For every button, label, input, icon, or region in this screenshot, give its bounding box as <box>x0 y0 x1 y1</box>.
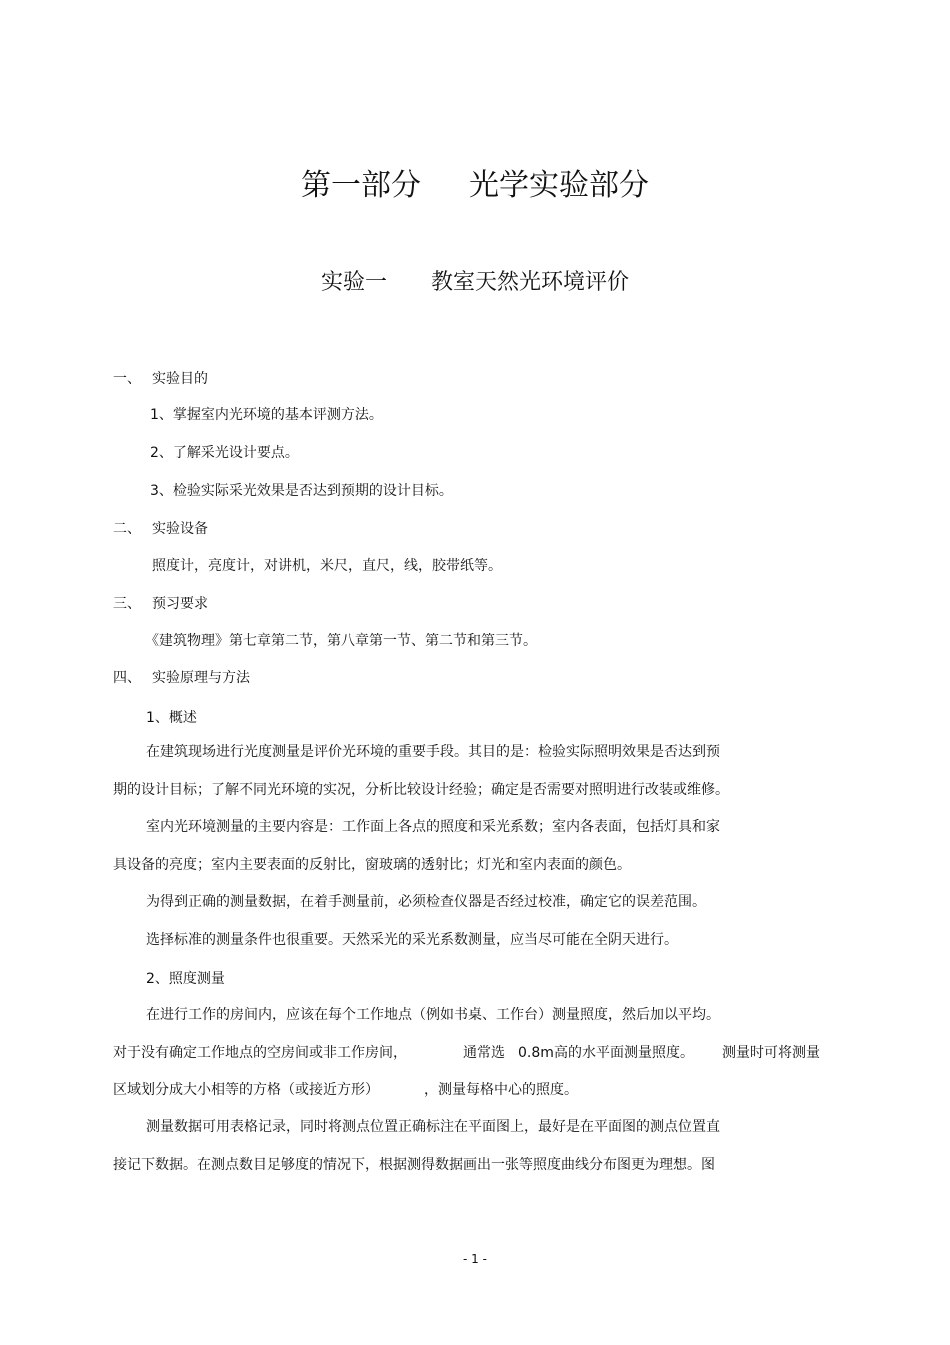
experiment-name: 教室天然光环境评价 <box>431 270 630 295</box>
subsection-overview: 1、概述 <box>146 710 197 726</box>
section-4-heading: 实验原理与方法 <box>152 670 250 686</box>
paragraph-3: 为得到正确的测量数据，在着手测量前，必须检查仪器是否经过校准，确定它的误差范围。 <box>146 894 706 910</box>
paragraph-5-line-3a: 区域划分成大小相等的方格（或接近方形） <box>113 1082 379 1098</box>
paragraph-5-line-3b: ，测量每格中心的照度。 <box>424 1082 578 1098</box>
paragraph-5-line-1: 在进行工作的房间内，应该在每个工作地点（例如书桌、工作台）测量照度，然后加以平均。 <box>146 1007 720 1023</box>
paragraph-2-line-1: 室内光环境测量的主要内容是：工作面上各点的照度和采光系数；室内各表面，包括灯具和家 <box>146 819 720 835</box>
part-name: 光学实验部分 <box>469 168 649 203</box>
section-2-heading: 实验设备 <box>152 521 208 537</box>
paragraph-5-line-2e: 测量时可将测量 <box>722 1045 820 1061</box>
section-3-number: 三、 <box>113 596 141 612</box>
paragraph-4: 选择标准的测量条件也很重要。天然采光的采光系数测量，应当尽可能在全阴天进行。 <box>146 932 678 948</box>
section-4-number: 四、 <box>113 670 141 686</box>
experiment-title <box>0 268 950 298</box>
paragraph-2-line-2: 具设备的亮度；室内主要表面的反射比，窗玻璃的透射比；灯光和室内表面的颜色。 <box>113 857 631 873</box>
paragraph-5-line-2c: 0.8m <box>518 1045 554 1061</box>
paragraph-6-line-1: 测量数据可用表格记录，同时将测点位置正确标注在平面图上，最好是在平面图的测点位置直 <box>146 1119 720 1135</box>
subsection-illuminance: 2、照度测量 <box>146 971 225 987</box>
paragraph-1-line-2: 期的设计目标；了解不同光环境的实况，分析比较设计经验；确定是否需要对照明进行改装或维修。 <box>113 782 729 798</box>
paragraph-6-line-2: 接记下数据。在测点数目足够度的情况下，根据测得数据画出一张等照度曲线分布图更为理想。图 <box>113 1157 715 1173</box>
section-1-heading: 实验目的 <box>152 371 208 387</box>
objective-item-3: 3、检验实际采光效果是否达到预期的设计目标。 <box>150 483 453 499</box>
experiment-number: 实验一 <box>320 270 387 295</box>
equipment-list: 照度计，亮度计，对讲机，米尺，直尺，线，胶带纸等。 <box>152 558 502 574</box>
preview-reading: 《建筑物理》第七章第二节，第八章第一节、第二节和第三节。 <box>145 633 537 649</box>
page-number: - 1 - <box>463 1252 487 1266</box>
paragraph-5-line-2b: 通常选 <box>463 1045 505 1061</box>
section-2-number: 二、 <box>113 521 141 537</box>
paragraph-5-line-2d: 高的水平面测量照度。 <box>554 1045 694 1061</box>
section-3-heading: 预习要求 <box>152 596 208 612</box>
objective-item-1: 1、掌握室内光环境的基本评测方法。 <box>150 407 383 423</box>
paragraph-1-line-1: 在建筑现场进行光度测量是评价光环境的重要手段。其目的是：检验实际照明效果是否达到预 <box>146 744 720 760</box>
paragraph-5-line-2a: 对于没有确定工作地点的空房间或非工作房间， <box>113 1045 407 1061</box>
objective-item-2: 2、了解采光设计要点。 <box>150 445 299 461</box>
part-label: 第一部分 <box>301 168 421 203</box>
part-title <box>0 166 950 206</box>
section-1-number: 一、 <box>113 371 141 387</box>
